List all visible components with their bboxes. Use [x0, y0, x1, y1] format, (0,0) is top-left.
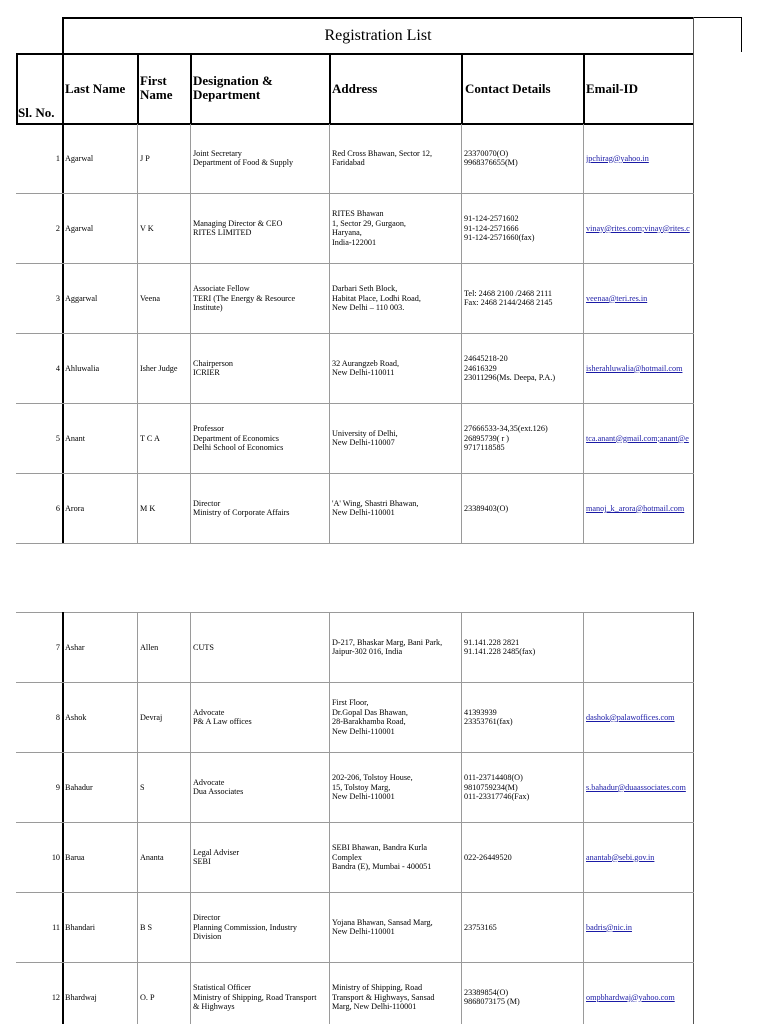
cell-designation: Legal Adviser SEBI — [193, 847, 240, 867]
cell-last-name: Arora — [65, 503, 85, 513]
cell-sl-no: 3 — [55, 293, 60, 303]
cell-contact: 41393939 23353761(fax) — [464, 707, 513, 727]
cell-first-name: S — [140, 782, 145, 792]
cell-email[interactable]: anantab@sebi.gov.in — [586, 852, 655, 862]
cell-address: Ministry of Shipping, Road Transport & Highways, Sansad Marg, New Delhi-110001 — [332, 982, 435, 1012]
cell-designation: Advocate Dua Associates — [193, 777, 244, 797]
cell-first-name: V K — [140, 223, 154, 233]
cell-sl-no: 8 — [55, 712, 60, 722]
cell-address: SEBI Bhawan, Bandra Kurla Complex Bandra (E), Mumbai - 400051 — [332, 842, 432, 872]
header-email: Email-ID — [586, 81, 638, 96]
header-address: Address — [332, 81, 378, 96]
cell-first-name: T C A — [140, 433, 160, 443]
cell-last-name: Anant — [65, 433, 86, 443]
cell-first-name: Veena — [140, 293, 160, 303]
cell-last-name: Ashok — [65, 712, 87, 722]
header-designation: Designation & Department — [193, 73, 273, 102]
cell-address: Yojana Bhawan, Sansad Marg, New Delhi-110001 — [332, 917, 433, 937]
cell-designation: Managing Director & CEO RITES LIMITED — [193, 218, 283, 238]
cell-email[interactable]: veenaa@teri.res.in — [586, 293, 648, 303]
page-title: Registration List — [324, 27, 432, 44]
cell-designation: Associate Fellow TERI (The Energy & Resource Institute) — [193, 283, 296, 313]
cell-contact: 23370070(O) 9968376655(M) — [464, 148, 518, 168]
cell-first-name: Ananta — [140, 852, 164, 862]
cell-address: University of Delhi, New Delhi-110007 — [332, 428, 398, 448]
cell-last-name: Agarwal — [65, 153, 94, 163]
cell-designation: Joint Secretary Department of Food & Supply — [193, 148, 294, 168]
cell-sl-no: 4 — [55, 363, 60, 373]
cell-sl-no: 5 — [55, 433, 60, 443]
cell-designation: CUTS — [193, 642, 214, 652]
header-contact: Contact Details — [465, 81, 551, 96]
header-last-name: Last Name — [65, 81, 126, 96]
cell-last-name: Bhandari — [65, 922, 96, 932]
cell-contact: 23753165 — [464, 922, 497, 932]
cell-email[interactable]: ompbhardwaj@yahoo.com — [586, 992, 675, 1002]
cell-sl-no: 2 — [55, 223, 60, 233]
cell-contact: 24645218-20 24616329 23011296(Ms. Deepa, P.A.) — [464, 353, 556, 383]
cell-designation: Statistical Officer Ministry of Shipping, Road Transport & Highways — [193, 982, 317, 1012]
cell-last-name: Bhardwaj — [65, 992, 97, 1002]
cell-contact: 91-124-2571602 91-124-2571666 91-124-2571660(fax) — [464, 213, 535, 243]
cell-sl-no: 1 — [55, 153, 60, 163]
cell-designation: Director Planning Commission, Industry Division — [193, 912, 297, 942]
cell-email[interactable]: tca.anant@gmail.com;anant@e — [586, 433, 689, 443]
cell-designation: Director Ministry of Corporate Affairs — [193, 498, 290, 518]
cell-address: Red Cross Bhawan, Sector 12, Faridabad — [332, 148, 433, 168]
cell-sl-no: 7 — [55, 642, 60, 652]
cell-sl-no: 11 — [52, 922, 60, 932]
cell-contact: Tel: 2468 2100 /2468 2111 Fax: 2468 2144/2468 2145 — [464, 288, 553, 308]
cell-contact: 022-26449520 — [464, 852, 512, 862]
cell-first-name: Isher Judge — [140, 363, 178, 373]
cell-address: First Floor, Dr.Gopal Das Bhawan, 28-Barakhamba Road, New Delhi-110001 — [332, 697, 408, 737]
cell-sl-no: 6 — [55, 503, 60, 513]
cell-last-name: Ashar — [65, 642, 85, 652]
cell-address: Darbari Seth Block, Habitat Place, Lodhi Road, New Delhi – 110 003. — [332, 283, 421, 313]
cell-last-name: Bahadur — [65, 782, 93, 792]
cell-address: D-217, Bhaskar Marg, Bani Park, Jaipur-302 016, India — [332, 637, 443, 657]
cell-last-name: Aggarwal — [65, 293, 98, 303]
cell-first-name: Allen — [140, 642, 159, 652]
cell-email[interactable]: jpchirag@yahoo.in — [586, 153, 649, 163]
cell-sl-no: 12 — [51, 992, 60, 1002]
cell-contact: 91.141.228 2821 91.141.228 2485(fax) — [464, 637, 536, 657]
cell-first-name: J P — [140, 153, 150, 163]
cell-contact: 23389854(O) 9868073175 (M) — [464, 987, 520, 1007]
cell-email[interactable]: dashok@palawoffices.com — [586, 712, 675, 722]
cell-address: 32 Aurangzeb Road, New Delhi-110011 — [332, 358, 400, 378]
cell-email[interactable]: badris@nic.in — [586, 922, 632, 932]
cell-designation: Advocate P& A Law offices — [193, 707, 252, 727]
cell-email[interactable]: vinay@rites.com;vinay@rites.c — [586, 223, 690, 233]
cell-last-name: Agarwal — [65, 223, 94, 233]
cell-designation: Professor Department of Economics Delhi School of Economics — [193, 423, 284, 453]
cell-sl-no: 9 — [55, 782, 60, 792]
cell-first-name: B S — [140, 922, 153, 932]
cell-contact: 23389403(O) — [464, 503, 509, 513]
cell-first-name: O. P — [140, 992, 155, 1002]
header-first-name: First Name — [140, 73, 173, 102]
header-sl-no: Sl. No. — [18, 105, 55, 120]
cell-address: 202-206, Tolstoy House, 15, Tolstoy Marg, New Delhi-110001 — [332, 772, 413, 802]
cell-email[interactable]: manoj_k_arora@hotmail.com — [586, 503, 685, 513]
cell-contact: 011-23714408(O) 9810759234(M) 011-23317746(Fax) — [464, 772, 530, 802]
cell-email[interactable]: isherahluwalia@hotmail.com — [586, 363, 683, 373]
cell-designation: Chairperson ICRIER — [193, 358, 234, 378]
cell-first-name: M K — [140, 503, 156, 513]
cell-last-name: Barua — [65, 852, 85, 862]
cell-first-name: Devraj — [140, 712, 163, 722]
cell-last-name: Ahluwalia — [65, 363, 100, 373]
cell-address: 'A' Wing, Shastri Bhawan, New Delhi-110001 — [332, 498, 419, 518]
cell-email[interactable]: s.bahadur@duaassociates.com — [586, 782, 686, 792]
cell-sl-no: 10 — [51, 852, 60, 862]
cell-contact: 27666533-34,35(ext.126) 26895739( r ) 9717118585 — [464, 423, 548, 453]
cell-address: RITES Bhawan 1, Sector 29, Gurgaon, Haryana, India-122001 — [332, 208, 406, 248]
